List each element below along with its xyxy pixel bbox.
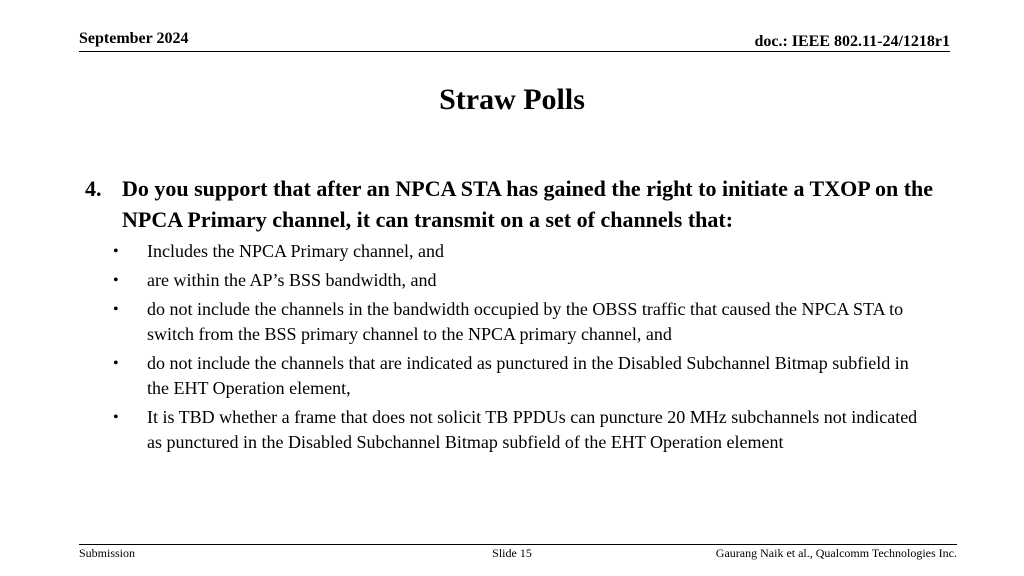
question-row [85, 173, 955, 235]
list-item [85, 351, 955, 401]
header-date: September 2024 [79, 30, 189, 47]
footer-slide-number: Slide 15 [492, 546, 532, 560]
bullet-icon: • [113, 243, 119, 260]
header-divider [79, 51, 950, 52]
slide-title: Straw Polls [439, 83, 585, 116]
list-item [85, 268, 955, 293]
list-item [85, 297, 955, 347]
bullet-icon: • [113, 272, 119, 289]
list-item-text: It is TBD whether a frame that does not solicit TB PPDUs can puncture 20 MHz subchannels not indicated as punctured in the Disabled Subchannel Bitmap subfield of the EHT Operation element [147, 407, 918, 452]
bullet-icon: • [113, 355, 119, 372]
list-item-text: are within the AP’s BSS bandwidth, and [147, 270, 437, 290]
header-doc-id: doc.: IEEE 802.11-24/1218r1 [754, 33, 950, 50]
list-item-text: do not include the channels in the bandwidth occupied by the OBSS traffic that caused the NPCA STA to switch from the BSS primary channel to the NPCA primary channel, and [147, 299, 904, 344]
footer-submission: Submission [79, 546, 136, 560]
list-item-text: Includes the NPCA Primary channel, and [147, 241, 444, 261]
question-text: Do you support that after an NPCA STA has gained the right to initiate a TXOP on the NPCA Primary channel, it can transmit on a set of channels that: [122, 176, 934, 232]
straw-poll-question [85, 173, 955, 459]
list-item [85, 239, 955, 264]
condition-list [85, 239, 955, 455]
footer-author: Gaurang Naik et al., Qualcomm Technologies Inc. [715, 546, 957, 560]
bullet-icon: • [113, 409, 119, 426]
footer-divider [79, 544, 957, 545]
bullet-icon: • [113, 301, 119, 318]
list-item-text: do not include the channels that are indicated as punctured in the Disabled Subchannel Bitmap subfield in the EHT Operation element, [147, 353, 909, 398]
question-number: 4. [85, 176, 102, 201]
list-item [85, 405, 955, 455]
